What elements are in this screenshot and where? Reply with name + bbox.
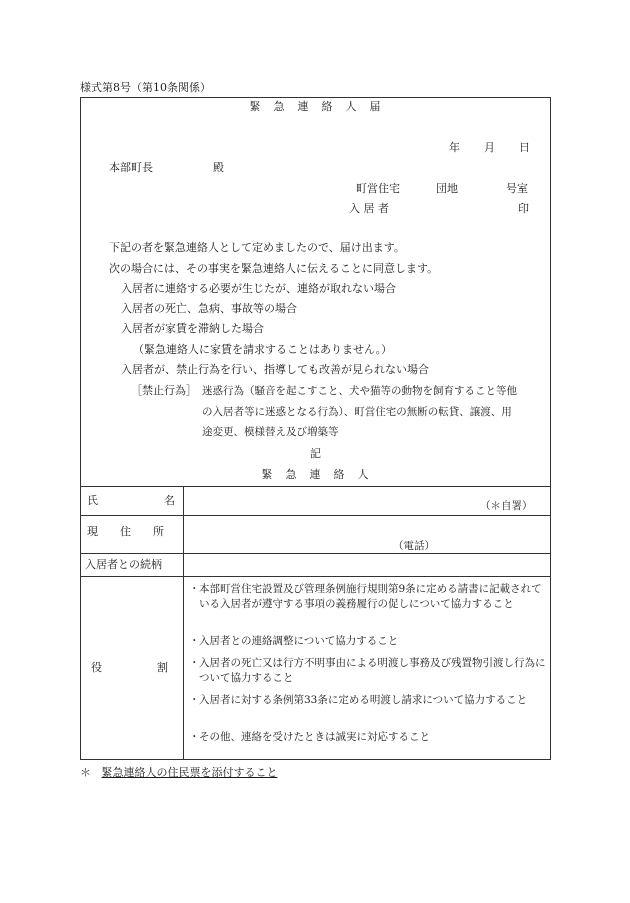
footnote-mark: ＊	[80, 766, 91, 779]
case-item: 入居者が家賃を滞納した場合	[121, 322, 264, 335]
role-item	[189, 634, 549, 649]
row-divider	[81, 576, 550, 577]
date-month[interactable]: 月	[484, 141, 495, 154]
phone-label: （電話）	[393, 540, 435, 552]
role-item	[189, 582, 549, 612]
footnote-text: 緊急連絡人の住民票を添付すること	[101, 766, 278, 779]
address-field[interactable]	[184, 516, 550, 553]
address-label: 現 住 所	[87, 525, 164, 538]
case-item: 入居者に連絡する必要が生じたが、連絡が取れない場合	[121, 282, 396, 295]
addressee-honorific: 殿	[213, 161, 224, 174]
name-label: 氏 名	[87, 494, 175, 507]
relation-field[interactable]	[184, 554, 550, 576]
addressee-name: 本部町長	[109, 161, 153, 174]
case-item: 入居者の死亡、急病、事故等の場合	[121, 302, 297, 315]
role-text: 入居者に対する条例第33条に定める明渡し請求について協力すること	[199, 694, 528, 706]
date-year[interactable]: 年	[449, 141, 460, 154]
role-text: 入居者との連絡調整について協力すること	[199, 635, 399, 647]
prohibited-line: 途変更、模様替え及び増築等	[202, 426, 339, 438]
role-item	[189, 656, 549, 686]
intro-line-2: 次の場合には、その事実を緊急連絡人に伝えることに同意します。	[109, 262, 439, 275]
tenant-label: 入 居 者	[349, 202, 389, 215]
role-text: 入居者の死亡又は行方不明事由による明渡し事務及び残置物引渡し行為について協力すること	[199, 657, 546, 684]
footnote	[80, 764, 278, 780]
form-caption: 様式第8号（第10条関係）	[80, 81, 211, 94]
room-field[interactable]: 号室	[506, 182, 528, 195]
role-item	[189, 693, 549, 708]
case-item: 入居者が、禁止行為を行い、指導しても改善が見られない場合	[121, 363, 429, 376]
date-day[interactable]: 日	[519, 141, 530, 154]
prohibited-line: の入居者等に迷惑となる行為）、町営住宅の無断の転貸、譲渡、用	[202, 406, 512, 418]
contact-table	[80, 486, 551, 760]
case-note: （緊急連絡人に家賃を請求することはありません。）	[133, 343, 393, 356]
role-text: その他、連絡を受けたときは誠実に対応すること	[199, 731, 430, 743]
bullet-icon: ・	[189, 731, 200, 743]
bullet-icon: ・	[189, 657, 200, 669]
self-sign-note: （＊自署）	[480, 500, 533, 512]
ki-mark: 記	[310, 447, 321, 460]
intro-line-1: 下記の者を緊急連絡人として定めましたので、届け出ます。	[109, 241, 405, 254]
bullet-icon: ・	[189, 583, 200, 595]
role-item	[189, 730, 549, 745]
relation-label: 入居者との続柄	[85, 558, 162, 571]
role-text: 本部町営住宅設置及び管理条例施行規則第9条に定める請書に記載されている入居者が遵守する事項の義務履行の促しについて協力すること	[199, 583, 542, 610]
housing-label: 町営住宅	[356, 182, 400, 195]
bullet-icon: ・	[189, 694, 200, 706]
form-title: 緊 急 連 絡 人 届	[249, 100, 382, 113]
notification-box	[80, 97, 551, 487]
prohibited-line: 迷惑行為（騒音を起こすこと、犬や猫等の動物を飼育すること等他	[202, 385, 517, 397]
subtitle: 緊 急 連 絡 人	[261, 468, 370, 481]
prohibited-label: ［禁止行為］	[131, 384, 197, 397]
complex-field[interactable]: 団地	[436, 182, 458, 195]
role-label: 役 割	[91, 661, 168, 674]
bullet-icon: ・	[189, 635, 200, 647]
seal-field[interactable]: 印	[518, 202, 529, 215]
